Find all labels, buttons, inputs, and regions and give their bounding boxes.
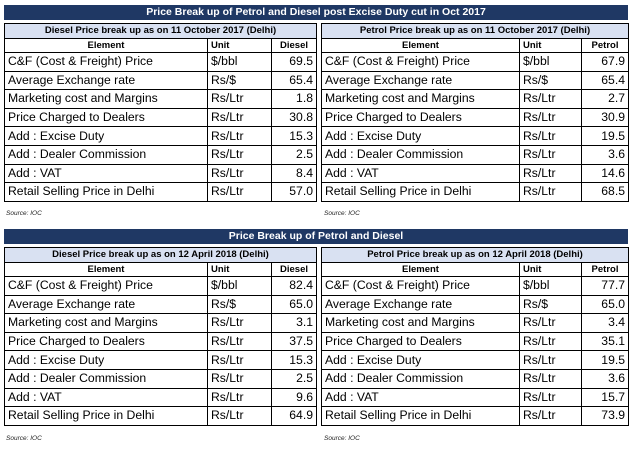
row-unit: Rs/Ltr <box>520 314 582 333</box>
row-unit: Rs/Ltr <box>208 388 272 407</box>
row-unit: Rs/Ltr <box>520 388 582 407</box>
row-element: Add : Excise Duty <box>5 127 208 146</box>
header-fuel: Petrol <box>582 39 629 53</box>
header-fuel: Diesel <box>272 39 317 53</box>
row-unit: Rs/Ltr <box>520 108 582 127</box>
row-element: Price Charged to Dealers <box>5 108 208 127</box>
table-row <box>5 145 317 164</box>
row-value: 68.5 <box>582 183 629 202</box>
row-value: 35.1 <box>582 332 629 351</box>
source-note: Source: IOC <box>6 210 42 217</box>
row-value: 19.5 <box>582 351 629 370</box>
table-row <box>5 71 317 90</box>
row-unit: Rs/Ltr <box>208 183 272 202</box>
table-title: Diesel Price break up as on 11 October 2017 (Delhi) <box>5 24 317 39</box>
table-row <box>5 314 317 333</box>
table-row <box>5 369 317 388</box>
header-fuel: Diesel <box>272 263 317 277</box>
row-element: Average Exchange rate <box>5 295 208 314</box>
row-unit: Rs/$ <box>520 295 582 314</box>
row-element: Average Exchange rate <box>322 71 520 90</box>
row-element: Retail Selling Price in Delhi <box>5 407 208 426</box>
row-element: Add : Dealer Commission <box>322 369 520 388</box>
row-unit: Rs/Ltr <box>520 407 582 426</box>
row-element: C&F (Cost & Freight) Price <box>5 53 208 72</box>
row-unit: Rs/Ltr <box>520 127 582 146</box>
row-element: Add : Dealer Commission <box>5 145 208 164</box>
row-element: Retail Selling Price in Delhi <box>5 183 208 202</box>
row-element: Average Exchange rate <box>5 71 208 90</box>
row-unit: Rs/Ltr <box>520 332 582 351</box>
table-row <box>5 53 317 72</box>
row-element: Marketing cost and Margins <box>5 90 208 109</box>
header-element: Element <box>322 39 520 53</box>
table-row <box>322 351 629 370</box>
table-row <box>5 388 317 407</box>
row-unit: Rs/Ltr <box>208 369 272 388</box>
table-row <box>322 332 629 351</box>
row-unit: Rs/Ltr <box>208 164 272 183</box>
row-unit: $/bbl <box>520 277 582 296</box>
row-element: Add : VAT <box>5 164 208 183</box>
row-value: 3.6 <box>582 145 629 164</box>
row-unit: Rs/Ltr <box>208 127 272 146</box>
row-value: 19.5 <box>582 127 629 146</box>
source-note: Source: IOC <box>6 435 42 442</box>
table-row <box>322 53 629 72</box>
row-unit: Rs/Ltr <box>520 145 582 164</box>
table-row <box>5 90 317 109</box>
row-value: 2.5 <box>272 145 317 164</box>
header-element: Element <box>5 263 208 277</box>
row-element: Marketing cost and Margins <box>322 314 520 333</box>
table-title: Diesel Price break up as on 12 April 2018 (Delhi) <box>5 248 317 263</box>
diesel-table-apr-2018 <box>4 247 317 426</box>
header-element: Element <box>5 39 208 53</box>
table-row <box>322 145 629 164</box>
row-value: 30.9 <box>582 108 629 127</box>
table-row <box>322 369 629 388</box>
row-value: 3.6 <box>582 369 629 388</box>
petrol-table-apr-2018 <box>321 247 629 426</box>
row-value: 69.5 <box>272 53 317 72</box>
row-element: Add : Dealer Commission <box>5 369 208 388</box>
table-row <box>322 108 629 127</box>
table-row <box>5 183 317 202</box>
source-note: Source: IOC <box>324 435 360 442</box>
table-row <box>322 90 629 109</box>
header-fuel: Petrol <box>582 263 629 277</box>
table-row <box>5 332 317 351</box>
table-row <box>322 407 629 426</box>
header-unit: Unit <box>520 263 582 277</box>
table-row <box>322 388 629 407</box>
source-note: Source: IOC <box>324 210 360 217</box>
row-element: Price Charged to Dealers <box>5 332 208 351</box>
table-row <box>5 127 317 146</box>
row-unit: Rs/Ltr <box>208 351 272 370</box>
table-row <box>322 71 629 90</box>
row-value: 37.5 <box>272 332 317 351</box>
header-element: Element <box>322 263 520 277</box>
row-element: Average Exchange rate <box>322 295 520 314</box>
diesel-table-oct-2017 <box>4 23 317 202</box>
table-row <box>5 108 317 127</box>
table-row <box>322 183 629 202</box>
row-element: C&F (Cost & Freight) Price <box>322 277 520 296</box>
section-banner: Price Break up of Petrol and Diesel <box>4 229 628 244</box>
row-value: 15.3 <box>272 127 317 146</box>
row-element: C&F (Cost & Freight) Price <box>5 277 208 296</box>
table-row <box>322 314 629 333</box>
row-value: 14.6 <box>582 164 629 183</box>
row-value: 65.0 <box>582 295 629 314</box>
row-value: 1.8 <box>272 90 317 109</box>
row-element: Add : Dealer Commission <box>322 145 520 164</box>
row-element: Price Charged to Dealers <box>322 108 520 127</box>
row-unit: Rs/Ltr <box>208 332 272 351</box>
row-unit: Rs/Ltr <box>208 145 272 164</box>
row-value: 65.4 <box>582 71 629 90</box>
row-element: Marketing cost and Margins <box>322 90 520 109</box>
row-unit: Rs/Ltr <box>208 314 272 333</box>
section-banner: Price Break up of Petrol and Diesel post Excise Duty cut in Oct 2017 <box>4 5 628 20</box>
row-unit: $/bbl <box>520 53 582 72</box>
row-unit: Rs/Ltr <box>520 183 582 202</box>
row-value: 57.0 <box>272 183 317 202</box>
row-element: Marketing cost and Margins <box>5 314 208 333</box>
row-element: Add : Excise Duty <box>5 351 208 370</box>
row-value: 65.4 <box>272 71 317 90</box>
row-unit: Rs/Ltr <box>520 164 582 183</box>
row-value: 77.7 <box>582 277 629 296</box>
header-unit: Unit <box>208 39 272 53</box>
table-row <box>5 295 317 314</box>
row-value: 30.8 <box>272 108 317 127</box>
row-value: 15.3 <box>272 351 317 370</box>
row-unit: Rs/Ltr <box>208 90 272 109</box>
row-value: 82.4 <box>272 277 317 296</box>
row-element: Add : VAT <box>5 388 208 407</box>
table-row <box>322 277 629 296</box>
table-row <box>5 164 317 183</box>
row-value: 9.6 <box>272 388 317 407</box>
table-row <box>322 127 629 146</box>
table-row <box>322 164 629 183</box>
row-element: Price Charged to Dealers <box>322 332 520 351</box>
row-value: 3.1 <box>272 314 317 333</box>
table-title: Petrol Price break up as on 12 April 2018 (Delhi) <box>322 248 629 263</box>
row-unit: Rs/Ltr <box>208 108 272 127</box>
row-value: 2.7 <box>582 90 629 109</box>
row-value: 2.5 <box>272 369 317 388</box>
row-value: 15.7 <box>582 388 629 407</box>
table-row <box>322 295 629 314</box>
row-value: 65.0 <box>272 295 317 314</box>
row-element: Add : Excise Duty <box>322 351 520 370</box>
row-unit: Rs/Ltr <box>520 369 582 388</box>
row-unit: Rs/$ <box>520 71 582 90</box>
row-unit: Rs/$ <box>208 71 272 90</box>
table-row <box>5 407 317 426</box>
row-unit: Rs/Ltr <box>520 351 582 370</box>
row-unit: Rs/$ <box>208 295 272 314</box>
table-row <box>5 277 317 296</box>
row-unit: $/bbl <box>208 277 272 296</box>
row-unit: Rs/Ltr <box>208 407 272 426</box>
row-value: 64.9 <box>272 407 317 426</box>
row-unit: $/bbl <box>208 53 272 72</box>
header-unit: Unit <box>520 39 582 53</box>
row-unit: Rs/Ltr <box>520 90 582 109</box>
table-row <box>5 351 317 370</box>
row-value: 67.9 <box>582 53 629 72</box>
row-element: C&F (Cost & Freight) Price <box>322 53 520 72</box>
row-element: Add : Excise Duty <box>322 127 520 146</box>
row-element: Add : VAT <box>322 388 520 407</box>
header-unit: Unit <box>208 263 272 277</box>
row-value: 8.4 <box>272 164 317 183</box>
row-value: 3.4 <box>582 314 629 333</box>
petrol-table-oct-2017 <box>321 23 629 202</box>
row-element: Retail Selling Price in Delhi <box>322 183 520 202</box>
row-value: 73.9 <box>582 407 629 426</box>
row-element: Retail Selling Price in Delhi <box>322 407 520 426</box>
row-element: Add : VAT <box>322 164 520 183</box>
table-title: Petrol Price break up as on 11 October 2017 (Delhi) <box>322 24 629 39</box>
